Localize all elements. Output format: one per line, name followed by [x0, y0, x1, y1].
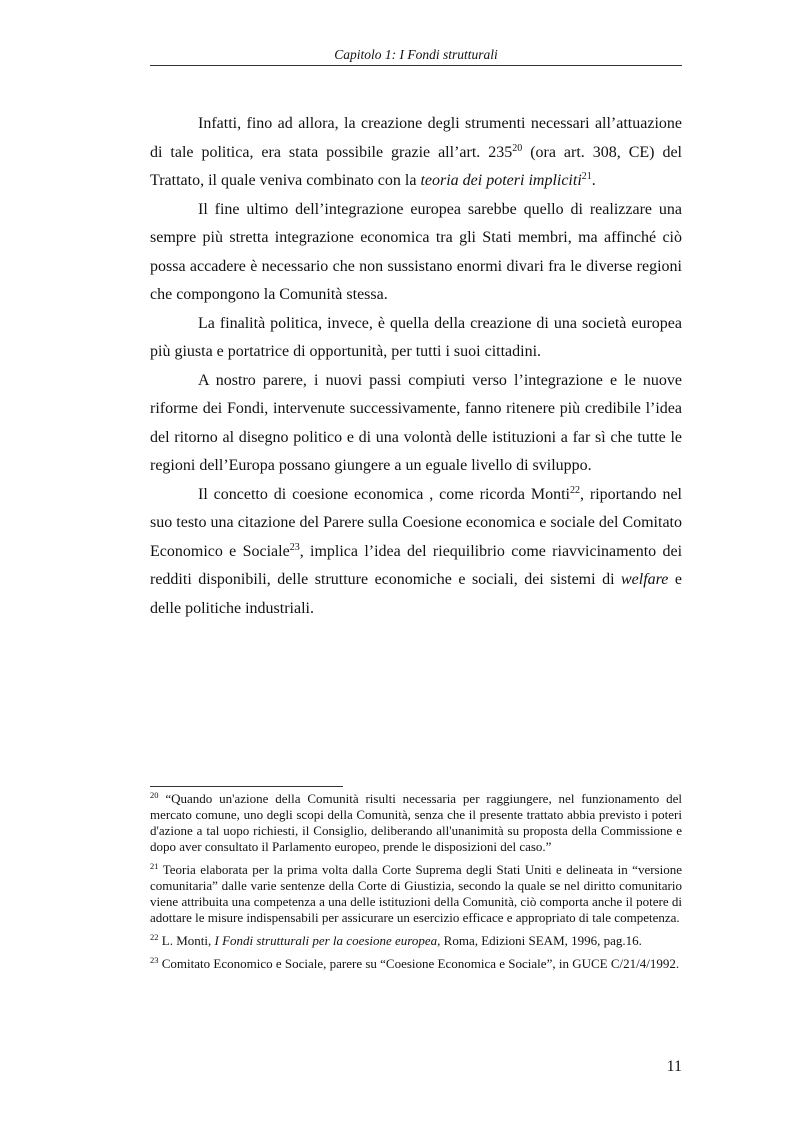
footnote-ref-21[interactable]: 21	[581, 171, 592, 182]
footnote-20-number: 20	[150, 790, 159, 800]
footnote-ref-20[interactable]: 20	[512, 142, 523, 154]
paragraph-5-text-a: Il concetto di coesione economica , come ricorda Monti	[198, 485, 570, 503]
page-number: 11	[666, 1058, 682, 1075]
footnote-divider	[150, 786, 343, 787]
footnote-23	[150, 956, 682, 972]
paragraph-1-text-a: Infatti, fino ad allora, la creazione degli strumenti necessari all’attuazione di tale politica, era stata possibile grazie all’art. 235	[150, 115, 682, 161]
paragraph-1-emphasis: teoria dei poteri impliciti	[420, 172, 582, 189]
footnotes	[150, 791, 682, 979]
paragraph-2: Il fine ultimo dell’integrazione europea sarebbe quello di realizzare una sempre più stretta integrazione economica tra gli Stati membri, ma affinché ciò possa accadere è necessario che non sussistano enormi divari fra le diverse regioni che compongono la Comunità stessa.	[150, 200, 682, 303]
footnote-22-number: 22	[150, 932, 159, 942]
paragraph-3: La finalità politica, invece, è quella della creazione di una società europea più giusta e portatrice di opportunità, per tutti i suoi cittadini.	[150, 314, 682, 360]
footnote-23-text: Comitato Economico e Sociale, parere su “Coesione Economica e Sociale”, in GUCE C/21/4/1992.	[158, 956, 680, 971]
paragraph-1	[150, 110, 682, 196]
paragraph-5	[150, 481, 682, 624]
paragraph-5-emphasis: welfare	[621, 571, 669, 588]
footnote-ref-23[interactable]: 23	[289, 541, 300, 553]
footnote-22-book-title: I Fondi strutturali per la coesione europea	[214, 933, 438, 948]
paragraph-1-text-c: .	[591, 172, 596, 189]
paragraph-4: A nostro parere, i nuovi passi compiuti verso l’integrazione e le nuove riforme dei Fondi, intervenute successivamente, fanno ritenere più credibile l’idea del ritorno al disegno politico e di una volontà delle istituzioni a far sì che tutte le regioni dell’Europa possano giungere a un eguale livello di sviluppo.	[150, 371, 682, 474]
paragraph-1-text-b: (ora art. 308, CE) del Trattato, il quale veniva combinato con la	[150, 143, 682, 189]
footnote-20	[150, 791, 682, 855]
footnote-22-text-b: , Roma, Edizioni SEAM, 1996, pag.16.	[437, 933, 642, 948]
footnote-21	[150, 862, 682, 926]
footnote-20-text: “Quando un'azione della Comunità risulti necessaria per raggiungere, nel funzionamento del mercato comune, uno degli scopi della Comunità, senza che il presente trattato abbia previsto i poteri d'azione a tal uopo richiesti, il Consiglio, deliberando all'unanimità su proposta della Commissione e dopo aver consultato il Parlamento europeo, prende le disposizioni del caso.”	[150, 791, 682, 854]
footnote-23-number: 23	[150, 955, 159, 965]
footnote-22	[150, 933, 682, 949]
paragraph-5-text-b: , riportando nel suo testo una citazione del Parere sulla Coesione economica e sociale del Comitato Economico e Sociale	[150, 485, 682, 560]
footnote-22-text-a: L. Monti,	[158, 933, 215, 948]
running-header: Capitolo 1: I Fondi strutturali	[334, 47, 498, 62]
footnote-21-text: Teoria elaborata per la prima volta dalla Corte Suprema degli Stati Uniti e delineata in “versione comunitaria” dalle varie sentenze della Corte di Giustizia, secondo la quale se nel diritto comunitario viene attribuita una competenza a una delle istituzioni della Comunità, ciò comporta anche il potere di adottare le misure indispensabili per assicurare un esercizio efficace e appropriato di tale competenza.	[150, 862, 682, 925]
body-text	[150, 110, 682, 623]
paragraph-5-text-d: e delle politiche industriali.	[150, 571, 682, 617]
header-divider	[150, 65, 682, 66]
paragraph-5-text-c: , implica l’idea del riequilibrio come riavvicinamento dei redditi disponibili, delle strutture economiche e sociali, dei sistemi di	[150, 542, 683, 588]
footnote-ref-22[interactable]: 22	[569, 484, 580, 496]
footnote-21-number: 21	[150, 861, 159, 871]
